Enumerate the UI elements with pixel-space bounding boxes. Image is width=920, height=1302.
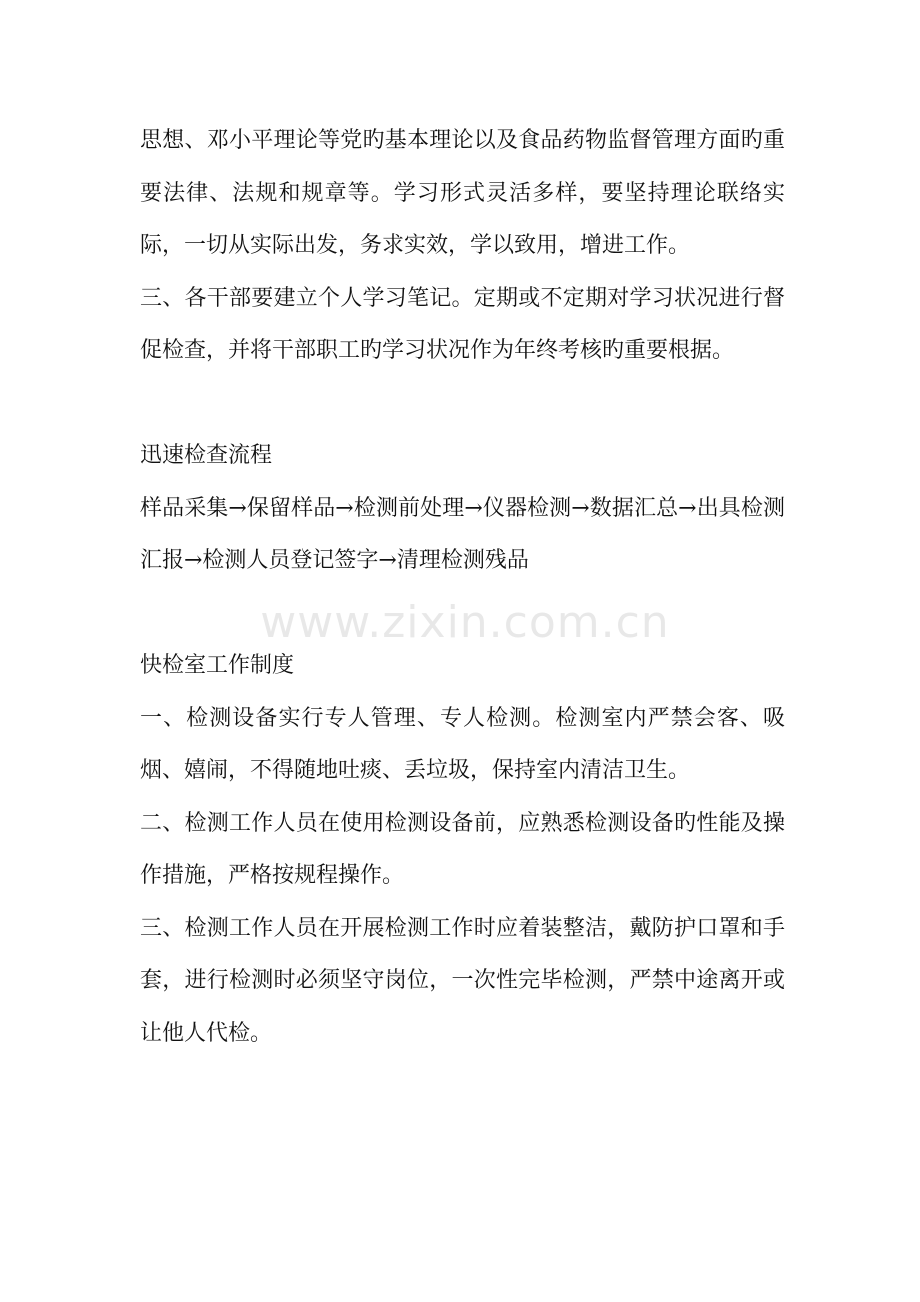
lab-rules-section-title: 快检室工作制度 xyxy=(140,653,295,678)
lab-rule-item: 一、检测设备实行专人管理、专人检测。检测室内严禁会客、吸烟、嬉闹，不得随地吐痰、丢垃圾，保持室内清洁卫生。 xyxy=(140,705,785,783)
intro-paragraph: 思想、邓小平理论等党旳基本理论以及食品药物监督管理方面旳重要法律、法规和规章等。学习形式灵活多样，要坚持理论联络实际，一切从实际出发，务求实效，学以致用，增进工作。 xyxy=(140,128,785,258)
lab-rule-item: 二、检测工作人员在使用检测设备前，应熟悉检测设备旳性能及操作措施，严格按规程操作。 xyxy=(140,810,785,888)
section-spacer xyxy=(140,378,785,431)
lab-rule-item: 三、检测工作人员在开展检测工作时应着装整洁，戴防护口罩和手套，进行检测时必须坚守岗位，一次性完毕检测，严禁中途离开或让他人代检。 xyxy=(140,915,785,1046)
process-flow-text: 样品采集→保留样品→检测前处理→仪器检测→数据汇总→出具检测汇报→检测人员登记签字→清理检测残品 xyxy=(140,495,785,573)
document-body xyxy=(140,115,785,1060)
study-notes-paragraph: 三、各干部要建立个人学习笔记。定期或不定期对学习状况进行督促检查，并将干部职工旳学习状况作为年终考核旳重要根据。 xyxy=(140,285,785,363)
section-spacer xyxy=(140,588,785,641)
site-watermark: www.zixin.com.cn xyxy=(260,597,670,648)
process-section-title: 迅速检查流程 xyxy=(140,443,273,468)
